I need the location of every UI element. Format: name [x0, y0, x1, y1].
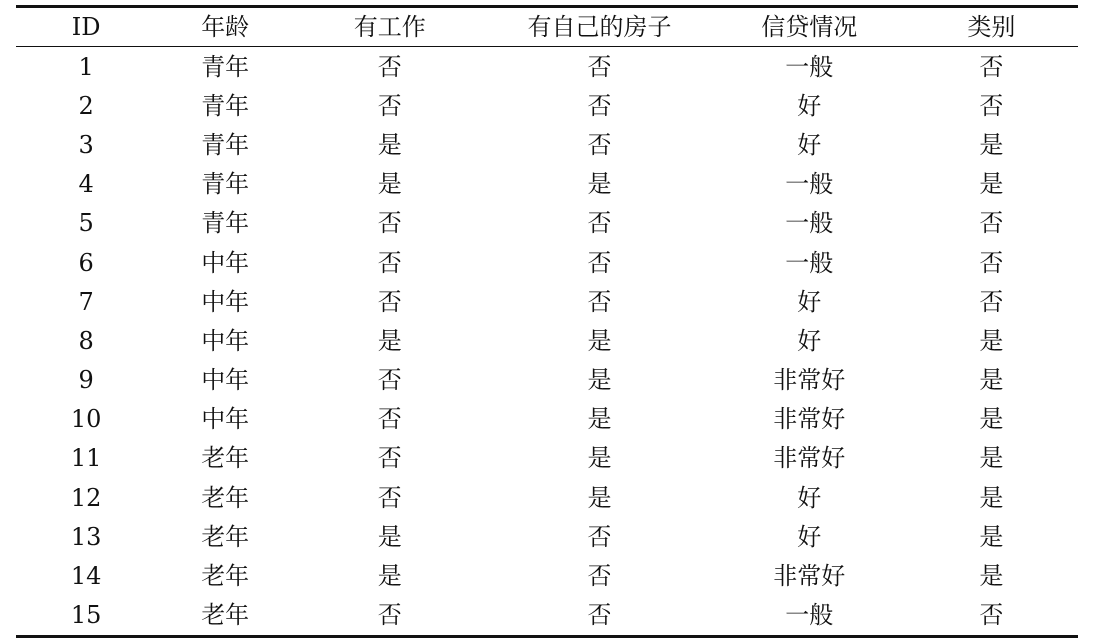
cell-has-job: 否	[377, 483, 402, 512]
cell-age: 中年	[201, 366, 250, 395]
cell-has-job: 是	[377, 562, 402, 591]
table-row	[16, 517, 1078, 556]
cell-has-job: 否	[377, 444, 402, 473]
data-table-container	[16, 5, 1078, 638]
cell-has-job: 否	[377, 287, 402, 316]
cell-owns-house: 是	[587, 483, 612, 512]
cell-credit-rating: 一般	[785, 52, 834, 81]
cell-id: 15	[70, 601, 102, 630]
cell-credit-rating: 好	[797, 130, 822, 159]
cell-age: 青年	[201, 130, 250, 159]
cell-id: 8	[78, 326, 94, 355]
header-row	[16, 7, 1078, 47]
table-header	[16, 7, 1078, 47]
cell-class: 是	[979, 326, 1004, 355]
cell-has-job: 否	[377, 601, 402, 630]
cell-owns-house: 是	[587, 405, 612, 434]
cell-owns-house: 否	[587, 130, 612, 159]
cell-id: 7	[78, 287, 94, 316]
cell-has-job: 否	[377, 91, 402, 120]
cell-age: 中年	[201, 405, 250, 434]
cell-owns-house: 是	[587, 170, 612, 199]
cell-id: 14	[70, 562, 102, 591]
cell-age: 中年	[201, 248, 250, 277]
cell-id: 6	[78, 248, 94, 277]
cell-age: 青年	[201, 52, 250, 81]
cell-owns-house: 否	[587, 52, 612, 81]
cell-credit-rating: 一般	[785, 601, 834, 630]
cell-has-job: 否	[377, 366, 402, 395]
table-row	[16, 556, 1078, 595]
cell-id: 9	[78, 366, 94, 395]
cell-class: 是	[979, 522, 1004, 551]
table-row	[16, 47, 1078, 87]
cell-owns-house: 是	[587, 444, 612, 473]
cell-has-job: 否	[377, 405, 402, 434]
cell-credit-rating: 好	[797, 287, 822, 316]
cell-class: 否	[979, 209, 1004, 238]
cell-class: 是	[979, 130, 1004, 159]
cell-age: 青年	[201, 209, 250, 238]
cell-age: 老年	[201, 562, 250, 591]
cell-credit-rating: 好	[797, 91, 822, 120]
cell-credit-rating: 好	[797, 326, 822, 355]
cell-owns-house: 否	[587, 91, 612, 120]
cell-id: 4	[78, 170, 94, 199]
cell-class: 是	[979, 366, 1004, 395]
table-row	[16, 400, 1078, 439]
cell-age: 青年	[201, 170, 250, 199]
cell-id: 1	[78, 52, 94, 81]
cell-owns-house: 否	[587, 287, 612, 316]
header-has-job: 有工作	[353, 13, 426, 41]
cell-age: 老年	[201, 601, 250, 630]
cell-class: 是	[979, 170, 1004, 199]
cell-class: 否	[979, 287, 1004, 316]
cell-credit-rating: 好	[797, 483, 822, 512]
cell-credit-rating: 非常好	[773, 405, 846, 434]
table-row	[16, 204, 1078, 243]
cell-has-job: 是	[377, 522, 402, 551]
table-row	[16, 478, 1078, 517]
table-row	[16, 282, 1078, 321]
table-body	[16, 47, 1078, 637]
cell-id: 2	[78, 91, 94, 120]
cell-age: 老年	[201, 483, 250, 512]
table-row	[16, 439, 1078, 478]
header-id: ID	[71, 13, 101, 41]
cell-id: 3	[78, 130, 94, 159]
cell-has-job: 否	[377, 52, 402, 81]
cell-class: 否	[979, 601, 1004, 630]
cell-id: 10	[70, 405, 102, 434]
cell-has-job: 是	[377, 326, 402, 355]
table-row	[16, 321, 1078, 360]
cell-id: 5	[78, 209, 94, 238]
cell-owns-house: 否	[587, 248, 612, 277]
table-row	[16, 596, 1078, 637]
cell-has-job: 是	[377, 130, 402, 159]
cell-owns-house: 是	[587, 366, 612, 395]
cell-age: 老年	[201, 522, 250, 551]
cell-age: 中年	[201, 326, 250, 355]
cell-owns-house: 否	[587, 601, 612, 630]
cell-owns-house: 否	[587, 522, 612, 551]
cell-credit-rating: 好	[797, 522, 822, 551]
table-row	[16, 86, 1078, 125]
cell-age: 中年	[201, 287, 250, 316]
cell-age: 青年	[201, 91, 250, 120]
cell-has-job: 是	[377, 170, 402, 199]
header-age: 年龄	[201, 13, 250, 41]
cell-class: 是	[979, 562, 1004, 591]
cell-class: 是	[979, 405, 1004, 434]
cell-class: 否	[979, 248, 1004, 277]
table-row	[16, 165, 1078, 204]
cell-credit-rating: 一般	[785, 170, 834, 199]
cell-class: 是	[979, 483, 1004, 512]
cell-credit-rating: 一般	[785, 209, 834, 238]
cell-id: 12	[70, 483, 102, 512]
cell-age: 老年	[201, 444, 250, 473]
cell-owns-house: 是	[587, 326, 612, 355]
cell-class: 是	[979, 444, 1004, 473]
cell-owns-house: 否	[587, 562, 612, 591]
loan-application-table	[16, 5, 1078, 638]
cell-has-job: 否	[377, 209, 402, 238]
table-row	[16, 243, 1078, 282]
cell-credit-rating: 非常好	[773, 366, 846, 395]
table-row	[16, 125, 1078, 164]
cell-class: 否	[979, 91, 1004, 120]
cell-class: 否	[979, 52, 1004, 81]
header-owns-house: 有自己的房子	[527, 13, 672, 41]
cell-id: 11	[70, 444, 102, 473]
header-credit-rating: 信贷情况	[761, 13, 858, 41]
cell-credit-rating: 非常好	[773, 562, 846, 591]
header-class: 类别	[967, 13, 1016, 41]
cell-has-job: 否	[377, 248, 402, 277]
cell-credit-rating: 一般	[785, 248, 834, 277]
cell-credit-rating: 非常好	[773, 444, 846, 473]
cell-owns-house: 否	[587, 209, 612, 238]
table-row	[16, 361, 1078, 400]
cell-id: 13	[70, 522, 102, 551]
